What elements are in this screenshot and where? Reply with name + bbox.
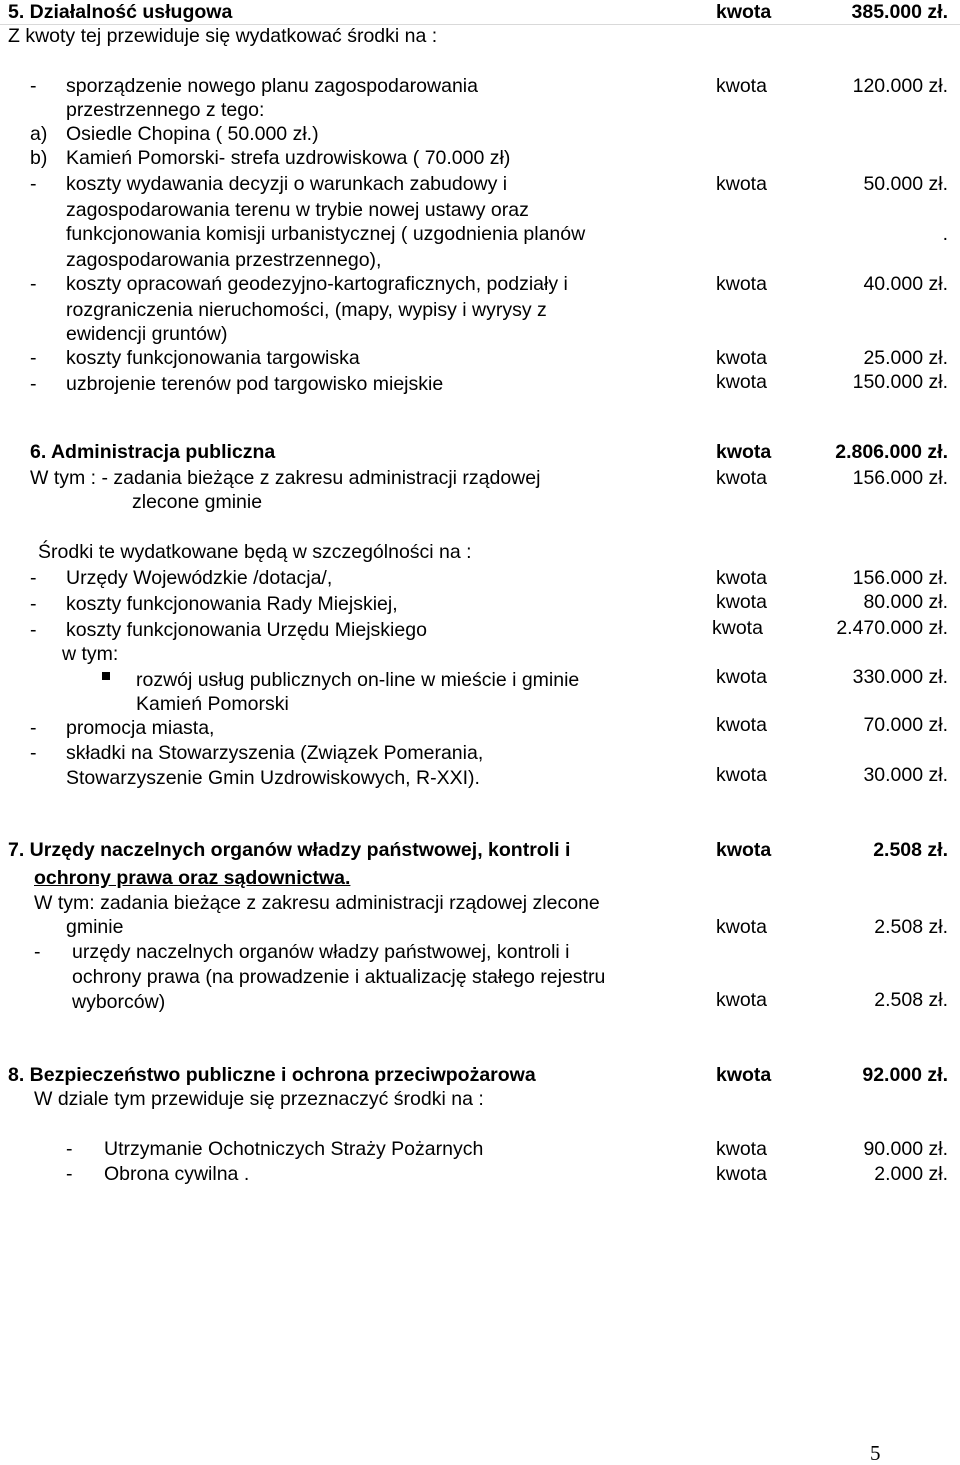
page-number: 5 — [870, 1441, 881, 1465]
s5-i1-line1: sporządzenie nowego planu zagospodarowania — [66, 75, 478, 97]
s6-i3-dash: - — [30, 619, 37, 641]
s6-heading: 6. Administracja publiczna — [30, 441, 276, 463]
s5-intro: Z kwoty tej przewiduje się wydatkować środki na : — [8, 25, 438, 47]
s6-i2-dash: - — [30, 593, 37, 615]
s5-i1-amount: 120.000 zł. — [852, 75, 948, 97]
s8-heading-amount: 92.000 zł. — [862, 1064, 948, 1086]
s5-a-text: Osiedle Chopina ( 50.000 zł.) — [66, 123, 319, 145]
s5-i2-dot: . — [942, 223, 948, 245]
s6-i5-kwota: kwota — [716, 764, 767, 786]
s5-i1-line2: przestrzennego z tego: — [66, 99, 265, 121]
s6-i1-kwota: kwota — [716, 567, 767, 589]
s6-heading-kwota: kwota — [716, 441, 772, 463]
s5-heading: 5. Działalność usługowa — [8, 1, 233, 23]
s5-i2-line2: zagospodarowania terenu w trybie nowej ustawy oraz — [66, 199, 529, 221]
s5-i5-line1: uzbrojenie terenów pod targowisko miejskie — [66, 373, 444, 395]
s5-i5-dash: - — [30, 373, 37, 395]
s8-i1-dash: - — [66, 1138, 73, 1160]
s7-heading-kwota: kwota — [716, 839, 772, 861]
s8-i1-amount: 90.000 zł. — [863, 1138, 948, 1160]
s5-i4-line1: koszty funkcjonowania targowiska — [66, 347, 360, 369]
s5-i2-dash: - — [30, 173, 37, 195]
s6-wtym-kwota: kwota — [716, 467, 767, 489]
s6-i1-dash: - — [30, 567, 37, 589]
s8-i2-dash: - — [66, 1163, 73, 1185]
s7-heading-amount: 2.508 zł. — [873, 839, 948, 861]
s7-wtym-amount: 2.508 zł. — [874, 916, 948, 938]
s7-heading-line1: 7. Urzędy naczelnych organów władzy państwowej, kontroli i — [8, 839, 571, 861]
s5-i2-line4: zagospodarowania przestrzennego), — [66, 249, 382, 271]
s8-i1-text: Utrzymanie Ochotniczych Straży Pożarnych — [104, 1138, 484, 1160]
s5-i2-line3: funkcjonowania komisji urbanistycznej ( uzgodnienia planów — [66, 223, 586, 245]
s6-i1-amount: 156.000 zł. — [852, 567, 948, 589]
s6-wtym2: w tym: — [62, 643, 119, 665]
s5-i2-kwota: kwota — [716, 173, 767, 195]
s6-i1-text: Urzędy Wojewódzkie /dotacja/, — [66, 567, 333, 589]
s5-i5-amount: 150.000 zł. — [852, 371, 948, 393]
s6-i2-amount: 80.000 zł. — [863, 591, 948, 613]
s7-i1-amount: 2.508 zł. — [874, 989, 948, 1011]
s7-wtym-line1: W tym: zadania bieżące z zakresu administracji rządowej zlecone — [34, 892, 600, 914]
s6-sub-amount: 330.000 zł. — [852, 666, 948, 688]
s6-i2-kwota: kwota — [716, 591, 767, 613]
s5-i2-amount: 50.000 zł. — [863, 173, 948, 195]
s8-heading-kwota: kwota — [716, 1064, 772, 1086]
s5-i3-dash: - — [30, 273, 37, 295]
s6-wtym-amount: 156.000 zł. — [852, 467, 948, 489]
s6-i4-dash: - — [30, 717, 37, 739]
s6-i4-amount: 70.000 zł. — [863, 714, 948, 736]
s6-wtym-line2: zlecone gminie — [132, 491, 263, 513]
square-bullet-icon — [102, 672, 110, 680]
s5-i5-kwota: kwota — [716, 371, 767, 393]
s7-i1-line2: ochrony prawa (na prowadzenie i aktualizację stałego rejestru — [72, 966, 606, 988]
s5-i1-dash: - — [30, 75, 37, 97]
s8-heading: 8. Bezpieczeństwo publiczne i ochrona przeciwpożarowa — [8, 1064, 536, 1086]
s5-i4-kwota: kwota — [716, 347, 767, 369]
s8-i1-kwota: kwota — [716, 1138, 767, 1160]
s6-i5-line2: Stowarzyszenie Gmin Uzdrowiskowych, R-XXI). — [66, 767, 480, 789]
s5-i3-line1: koszty opracowań geodezyjno-kartograficznych, podziały i — [66, 273, 568, 295]
s5-i2-line1: koszty wydawania decyzji o warunkach zabudowy i — [66, 173, 508, 195]
s6-i2-text: koszty funkcjonowania Rady Miejskiej, — [66, 593, 398, 615]
s5-i3-line2: rozgraniczenia nieruchomości, (mapy, wypisy i wyrysy z — [66, 299, 547, 321]
s6-i3-text: koszty funkcjonowania Urzędu Miejskiego — [66, 619, 427, 641]
s6-i5-dash: - — [30, 742, 37, 764]
s6-i3-kwota: kwota — [712, 617, 763, 639]
s5-b-marker: b) — [30, 147, 48, 169]
s6-i5-amount: 30.000 zł. — [863, 764, 948, 786]
s8-i2-amount: 2.000 zł. — [874, 1163, 948, 1185]
s7-i1-dash: - — [34, 941, 41, 963]
s8-i2-kwota: kwota — [716, 1163, 767, 1185]
s7-i1-line1: urzędy naczelnych organów władzy państwowej, kontroli i — [72, 941, 570, 963]
s6-i5-line1: składki na Stowarzyszenia (Związek Pomerania, — [66, 742, 484, 764]
s5-heading-amount: 385.000 zł. — [851, 1, 948, 23]
s7-i1-kwota: kwota — [716, 989, 767, 1011]
s6-i3-amount: 2.470.000 zł. — [836, 617, 948, 639]
s7-heading-line2: ochrony prawa oraz sądownictwa. — [34, 867, 351, 889]
s5-a-marker: a) — [30, 123, 48, 145]
s8-intro: W dziale tym przewiduje się przeznaczyć środki na : — [34, 1088, 484, 1110]
s5-i4-dash: - — [30, 347, 37, 369]
s5-i3-kwota: kwota — [716, 273, 767, 295]
s6-sub-line2: Kamień Pomorski — [136, 693, 289, 715]
s6-wtym-line1: W tym : - zadania bieżące z zakresu administracji rządowej — [30, 467, 541, 489]
s7-wtym-kwota: kwota — [716, 916, 767, 938]
s5-heading-kwota: kwota — [716, 1, 772, 23]
s6-i4-kwota: kwota — [716, 714, 767, 736]
s6-heading-amount: 2.806.000 zł. — [835, 441, 948, 463]
s6-srodki: Środki te wydatkowane będą w szczególności na : — [38, 541, 472, 563]
s8-i2-text: Obrona cywilna . — [104, 1163, 250, 1185]
s5-i3-amount: 40.000 zł. — [863, 273, 948, 295]
s6-i4-text: promocja miasta, — [66, 717, 215, 739]
s6-sub-kwota: kwota — [716, 666, 767, 688]
s5-i1-kwota: kwota — [716, 75, 767, 97]
s5-i4-amount: 25.000 zł. — [863, 347, 948, 369]
s7-i1-line3: wyborców) — [72, 991, 166, 1013]
s5-i3-line3: ewidencji gruntów) — [66, 323, 228, 345]
s7-wtym-line2: gminie — [66, 916, 124, 938]
s6-sub-line1: rozwój usług publicznych on-line w mieście i gminie — [136, 669, 580, 691]
s5-b-text: Kamień Pomorski- strefa uzdrowiskowa ( 70.000 zł) — [66, 147, 511, 169]
